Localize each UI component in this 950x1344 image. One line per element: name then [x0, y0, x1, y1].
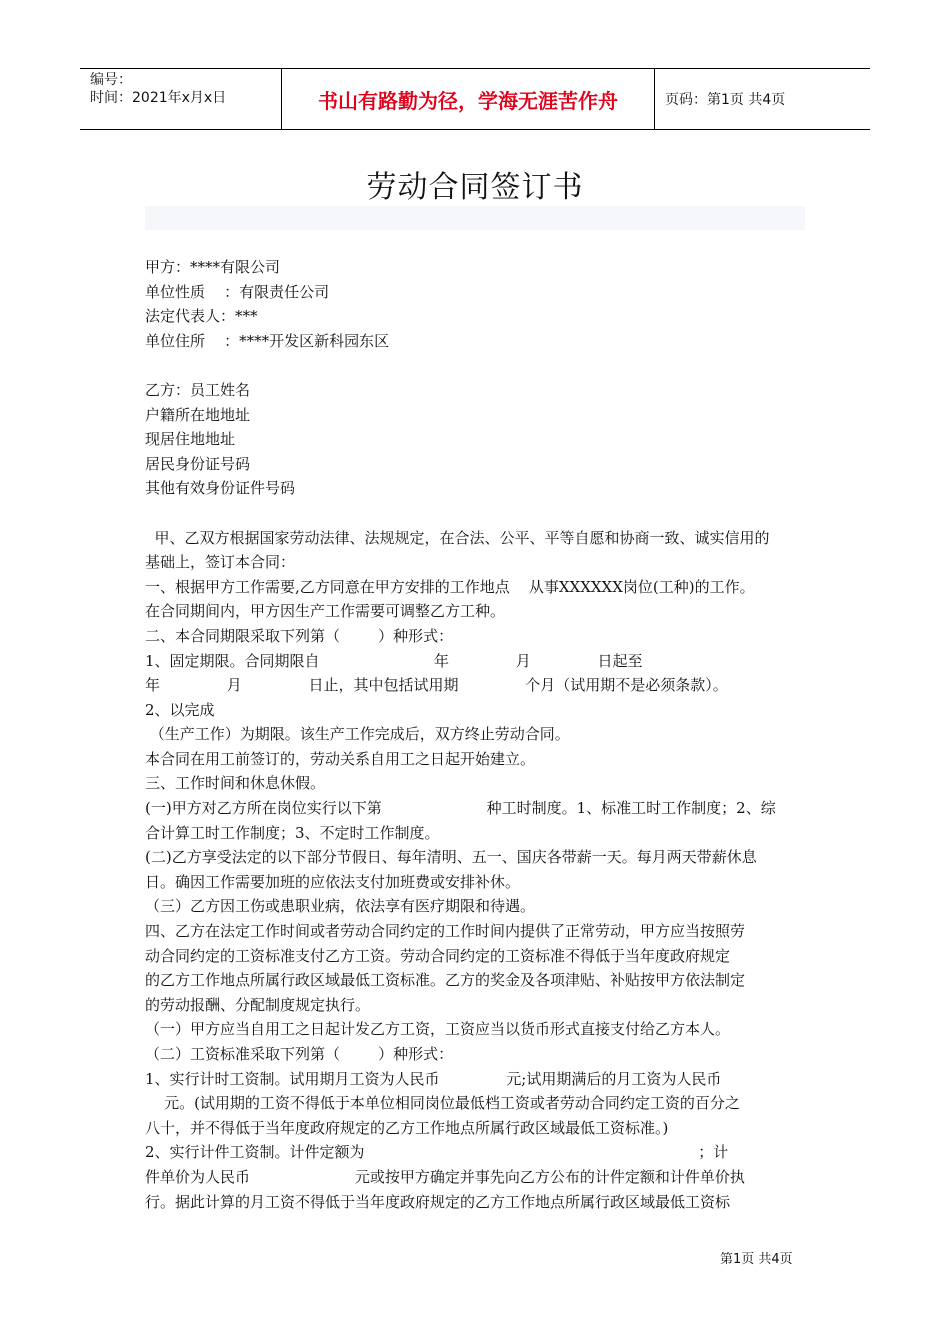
clause-line: 合计算工时工作制度；3、不定时工作制度。: [145, 823, 440, 842]
clause-line: 八十，并不得低于当年度政府规定的乙方工作地点所属行政区域最低工资标准。): [145, 1118, 669, 1137]
clause-line: （生产工作）为期限。该生产工作完成后，双方终止劳动合同。: [145, 725, 570, 744]
number-label: 编号：: [90, 72, 132, 88]
document-body: [145, 255, 810, 1214]
clause-line: 基础上，签订本合同：: [145, 553, 296, 572]
clause-line: 2、以完成: [145, 700, 215, 719]
party-a-line: 单位性质 ：有限责任公司: [145, 282, 330, 301]
clause-line: 元。(试用期的工资不得低于本单位相同岗位最低档工资或者劳动合同约定工资的百分之: [145, 1094, 740, 1113]
party-b-line: 乙方：员工姓名: [145, 380, 251, 399]
clause-line: (二)乙方享受法定的以下部分节假日、每年清明、五一、国庆各带薪一天。每月两天带薪休息: [145, 848, 757, 867]
clause-line: (一)甲方对乙方所在岗位实行以下第 种工时制度。1、标准工时工作制度；2、综: [145, 799, 776, 818]
clause-line: 本合同在用工前签订的，劳动关系自用工之日起开始建立。: [145, 749, 536, 768]
time-label: 时间：2021年x月x日: [90, 90, 227, 106]
clause-line: 行。据此计算的月工资不得低于当年度政府规定的乙方工作地点所属行政区域最低工资标: [145, 1192, 731, 1211]
page-footer: 第1页 共4页: [720, 1252, 793, 1267]
spacer: [145, 501, 810, 526]
clause-line: 在合同期间内，甲方因生产工作需要可调整乙方工种。: [145, 602, 506, 621]
header-meta: [90, 71, 226, 107]
clause-line: 日。确因工作需要加班的应依法支付加班费或安排补休。: [145, 872, 521, 891]
header-table: [80, 68, 870, 130]
clause-line: 二、本合同期限采取下列第（ ）种形式：: [145, 626, 454, 645]
clause-line: 1、实行计时工资制。试用期月工资为人民币 元;试用期满后的月工资为人民币: [145, 1069, 722, 1088]
party-b-block: [145, 378, 810, 501]
clause-line: （二）工资标准采取下列第（ ）种形式：: [145, 1045, 454, 1063]
clauses-block: [145, 526, 810, 1215]
header-page-number: 页码：第1页 共4页: [665, 92, 786, 108]
clause-line: 件单价为人民币 元或按甲方确定并事先向乙方公布的计件定额和计件单价执: [145, 1167, 745, 1186]
party-b-line: 其他有效身份证件号码: [145, 479, 296, 498]
clause-line: 三、工作时间和休息休假。: [145, 774, 326, 793]
party-b-line: 居民身份证号码: [145, 454, 251, 473]
clause-line: （三）乙方因工伤或患职业病，依法享有医疗期限和待遇。: [145, 897, 536, 916]
party-a-block: [145, 255, 810, 353]
header-divider: [654, 69, 655, 129]
party-a-line: 单位住所 ：****开发区新科园东区: [145, 331, 390, 350]
party-a-line: 甲方：****有限公司: [145, 258, 281, 276]
clause-line: 四、乙方在法定工作时间或者劳动合同约定的工作时间内提供了正常劳动，甲方应当按照劳: [145, 922, 746, 941]
header-motto: 书山有路勤为径，学海无涯苦作舟: [318, 88, 618, 113]
clause-line: 年 月 日止，其中包括试用期 个月（试用期不是必须条款）。: [145, 676, 728, 695]
party-a-line: 法定代表人：***: [145, 307, 258, 326]
clause-line: 甲、乙双方根据国家劳动法律、法规规定，在合法、公平、平等自愿和协商一致、诚实信用的: [145, 528, 770, 547]
clause-line: 1、固定期限。合同期限自 年 月 日起至: [145, 651, 643, 670]
clause-line: 动合同约定的工资标准支付乙方工资。劳动合同约定的工资标准不得低于当年度政府规定: [145, 946, 731, 965]
title-shading: [145, 206, 805, 230]
clause-line: 的劳动报酬、分配制度规定执行。: [145, 995, 371, 1014]
party-b-line: 现居住地地址: [145, 430, 236, 449]
clause-line: 一、根据甲方工作需要,乙方同意在甲方安排的工作地点 从事XXXXXX岗位(工种)的工作。: [145, 577, 755, 596]
clause-line: 的乙方工作地点所属行政区域最低工资标准。乙方的奖金及各项津贴、补贴按甲方依法制定: [145, 971, 746, 990]
clause-line: 2、实行计件工资制。计件定额为 ；计: [145, 1143, 729, 1162]
clause-line: （一）甲方应当自用工之日起计发乙方工资，工资应当以货币形式直接支付给乙方本人。: [145, 1020, 731, 1039]
spacer: [145, 353, 810, 378]
party-b-line: 户籍所在地地址: [145, 405, 251, 424]
document-title: 劳动合同签订书: [366, 170, 584, 205]
